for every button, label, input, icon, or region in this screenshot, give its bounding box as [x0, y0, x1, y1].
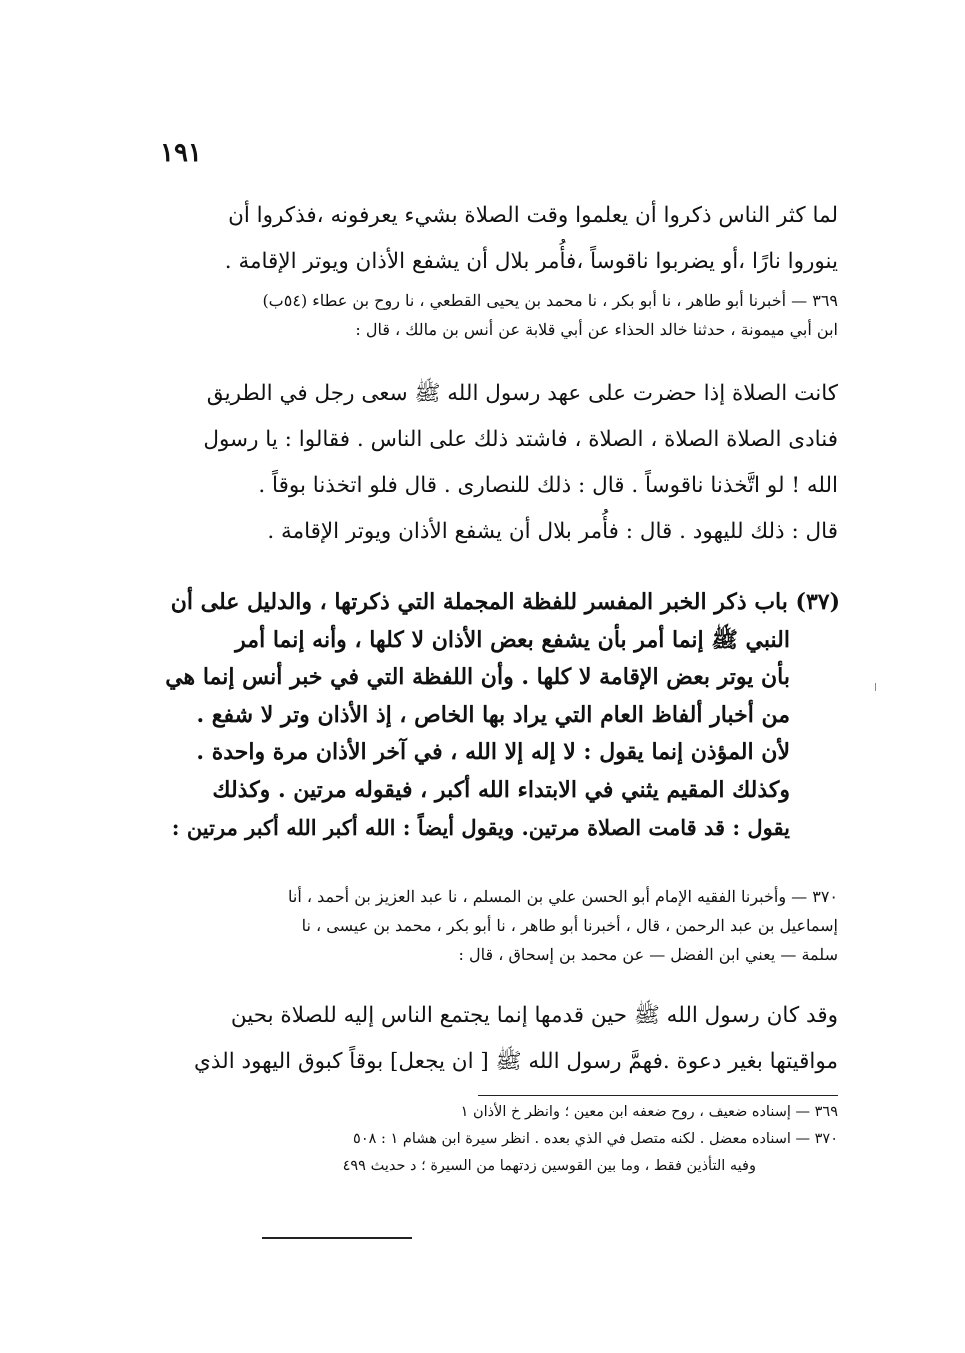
isnad-370	[162, 882, 838, 969]
isnad-line: سلمة — يعني ابن الفضل — عن محمد بن إسحاق ، قال :	[458, 945, 838, 964]
heading-line: من أخبار ألفاظ العام التي يراد بها الخاص ، إذ الأذان وتر لا شفع .	[196, 701, 790, 728]
heading-line: يقول : قد قامت الصلاة مرتين. ويقول أيضاً : الله أكبر الله أكبر مرتين :	[171, 815, 790, 840]
heading-line: لأن المؤذن إنما يقول : لا إله إلا الله ، في آخر الأذان مرة واحدة .	[196, 739, 790, 765]
margin-mark	[875, 683, 876, 691]
isnad-line: ابن أبي ميمونة ، حدثنا خالد الحذاء عن أبي قلابة عن أنس بن مالك ، قال :	[355, 320, 838, 339]
text-line: قال : ذلك لليهود . قال : فأُمر بلال أن يشفع الأذان ويوتر الإقامة .	[267, 519, 838, 544]
page-end-rule	[262, 1237, 412, 1239]
hadith-369-text	[162, 371, 838, 555]
text-line: كانت الصلاة إذا حضرت على عهد رسول الله ﷺ سعى رجل في الطريق	[206, 381, 838, 406]
text-line: فنادى الصلاة الصلاة ، الصلاة ، فاشتد ذلك على الناس . فقالوا : يا رسول	[203, 427, 838, 452]
heading-line: وكذلك المقيم يثني في الابتداء الله أكبر ، فيقوله مرتين . وكذلك	[212, 776, 790, 803]
text-line: لما كثر الناس ذكروا أن يعلموا وقت الصلاة بشيء يعرفونه ،فذكروا أن	[228, 203, 838, 228]
heading-line: النبي ﷺ إنما أمر بأن يشفع بعض الأذان لا كلها ، وأنه إنما أمر	[235, 626, 790, 653]
text-line: ينوروا نارًا ،أو يضربوا ناقوساً ،فأُمر بلال أن يشفع الأذان ويوتر الإقامة .	[224, 249, 838, 274]
text-line: مواقيتها بغير دعوة .فهمَّ رسول الله ﷺ [ ان يجعل] بوقاً كبوق اليهود الذي	[194, 1049, 838, 1074]
footnote-separator	[478, 1095, 838, 1096]
isnad-line: ٣٧٠ — وأخبرنا الفقيه الإمام أبو الحسن علي بن المسلم ، نا عبد العزيز بن أحمد ، أنا	[288, 887, 838, 906]
footnote-line: وفيه التأذين فقط ، وما بين القوسين زدتهما من السيرة ؛ د حديث ٤٩٩	[342, 1158, 756, 1174]
footnotes	[162, 1099, 838, 1180]
isnad-line: إسماعيل بن عبد الرحمن ، قال ، أخبرنا أبو طاهر ، نا أبو بكر ، محمد بن عيسى ، نا	[301, 916, 838, 935]
isnad-369	[162, 286, 838, 344]
isnad-line: ٣٦٩ — أخبرنا أبو طاهر ، نا أبو بكر ، نا محمد بن يحيى القطعي ، نا روح بن عطاء (٥٤ب)	[262, 291, 838, 310]
text-line: الله ! لو اتَّخذنا ناقوساً . قال : ذلك للنصارى . قال فلو اتخذنا بوقاً .	[258, 473, 838, 498]
text-line: وقد كان رسول الله ﷺ حين قدمها إنما يجتمع الناس إليه للصلاة بحين	[230, 1003, 838, 1028]
footnote-line: ٣٧٠ — اسناده معضل . لكنه متصل في الذي بعده . انظر سيرة ابن هشام ١ : ٥٠٨	[353, 1131, 838, 1147]
heading-line: (٣٧) باب ذكر الخبر المفسر للفظة المجملة التي ذكرتها ، والدليل على أن	[170, 589, 840, 615]
paragraph-intro	[162, 193, 838, 285]
heading-line: بأن يوتر بعض الإقامة لا كلها . وأن اللفظة التي في خبر أنس إنما هي	[165, 664, 790, 690]
page-number: ١٩١	[160, 138, 202, 168]
hadith-370-text	[162, 993, 838, 1085]
footnote-line: ٣٦٩ — إسناده ضعيف ، روح ضعفه ابن معين ؛ وانظر خ الأذان ١	[460, 1104, 838, 1120]
chapter-heading-37	[162, 584, 840, 847]
